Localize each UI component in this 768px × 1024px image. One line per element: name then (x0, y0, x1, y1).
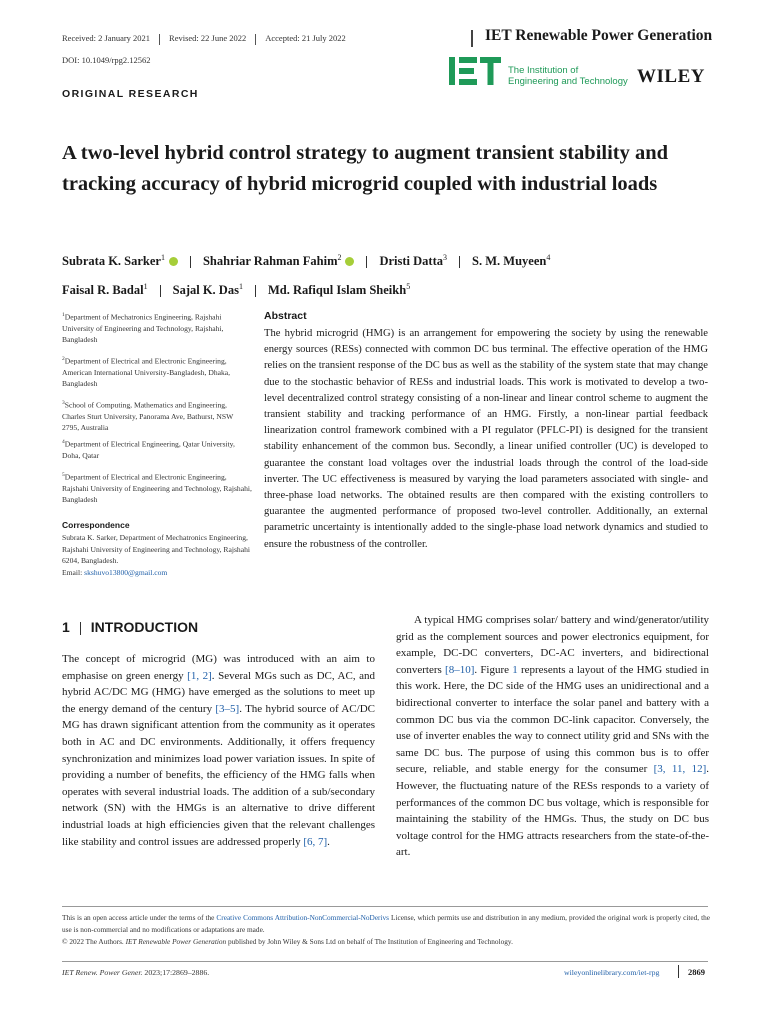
article-dates (62, 33, 346, 45)
figure-link[interactable]: 1 (512, 663, 518, 676)
affiliation-number: 3 (62, 400, 65, 406)
author-name[interactable] (268, 283, 410, 297)
body-text: . The hybrid source of AC/DC MG has drawn significant attention from the community as it operates both in AC and DC environments. Additionally, it offers frequency synchronization and minimizes load power variation issues. In spite of providing a number of benefits, the efficiency of the HMG falls when operates with several industrial loads. The addition of a sub/secondary network (SN) with the HMGs is an alternative to drive different industrial loads at high efficiencies given that the relevant challenges like stability and control issues are addressed properly (62, 702, 375, 848)
affiliation-text: School of Computing, Mathematics and Engineering, Charles Sturt University, Panorama Ave, Bathurst, NSW 2795, Australia (62, 400, 234, 432)
author-list (62, 245, 732, 303)
divider (678, 965, 679, 978)
section-title: INTRODUCTION (90, 619, 199, 635)
body-text: represents a layout of the HMG studied in this work. Here, the DC side of the HMG uses an unidirectional and a bidirectional converter to interface the solar panel and battery with a common DC bus via the common DC-link capacitor. Conversely, the use of inverter enables the way to connect utility grid and SNs with the same DC bus. The purpose of using this common bus is to offer secure, reliable, and stable energy for the consumer (396, 663, 709, 776)
abstract-heading: Abstract (264, 310, 307, 322)
affiliation-item (62, 398, 252, 433)
publisher-logo: WILEY (637, 66, 705, 87)
author-name[interactable] (203, 254, 355, 268)
affiliation-item (62, 470, 252, 505)
copyright-journal: IET Renewable Power Generation (125, 937, 227, 946)
divider (255, 34, 256, 45)
website-link[interactable]: wileyonlinelibrary.com/iet-rpg (564, 968, 660, 977)
divider (459, 256, 460, 268)
correspondence-body (62, 532, 257, 578)
orcid-icon[interactable] (345, 257, 354, 266)
author-text: Subrata K. Sarker (62, 254, 161, 269)
abstract-text: The hybrid microgrid (HMG) is an arrangement for empowering the society by using the renewable energy sources (RESs) connected with common DC bus terminal. The effective operation of the HMG relies on the transient response of the DC bus as well as the stability of the system state that may change due to the stochastic behavior of RESs and industrial loads. This work is motivated to develop a two-level decentralized control strategy consisting of a non-linear and linear control scheme to augment the transient stability and tracking performance of an HMG. Firstly, a non-linear partial feedback linearization control framework combined with a PI regulator (PFLC-PI) is designed for the transient stability enhancement of the common bus. Secondly, a linear unified controller (UC) is developed to guarantee the constant load voltages over the industrial loads through the control of the load-side inverter. The UC effectiveness is measured by varying the load parameters associated with single- and three-phase load networks. The obtained results are then compared with the existing controllers to guarantee the augmented performance of proposed two-level controller. Additionally, an external parametric uncertainty is intentionally added to the single-phase load network dynamics and studied to ensure the robustness of the controller. (264, 328, 708, 550)
citation-journal: IET Renew. Power Gener. (62, 968, 143, 977)
license-text: This is an open access article under the terms of the (62, 913, 217, 922)
divider (190, 256, 191, 268)
copyright-text: © 2022 The Authors. (62, 937, 126, 946)
accepted-date: Accepted: 21 July 2022 (265, 33, 346, 43)
affiliation-number: 5 (62, 472, 65, 478)
affiliation-text: Department of Electrical Engineering, Qatar University, Doha, Qatar (62, 439, 235, 460)
footer-divider (62, 961, 708, 962)
author-name[interactable] (173, 283, 243, 297)
citation-link[interactable]: [3–5] (215, 702, 240, 715)
footer-divider (62, 906, 708, 907)
section-heading (62, 619, 198, 635)
divider (159, 34, 160, 45)
body-text: . Several MGs such as DC, AC, and hybrid AC/DC MG (HMG) have emerged as the solutions to meet up the energy demand of the century (62, 669, 375, 715)
citation-link[interactable]: [6, 7] (303, 835, 328, 848)
divider (471, 30, 473, 47)
affiliation-number: 1 (62, 312, 65, 318)
author-text: Faisal R. Badal (62, 283, 144, 298)
divider (80, 622, 81, 635)
correspondence-text: Subrata K. Sarker, Department of Mechatronics Engineering, Rajshahi University of Engineering and Technology, Rajshahi 6204, Bangladesh. (62, 533, 251, 565)
email-label: Email: (62, 567, 85, 577)
affiliation-marker: 5 (406, 282, 411, 292)
section-number: 1 (62, 619, 70, 635)
author-text: S. M. Muyeen (472, 254, 547, 269)
license-text: License, which permits use and distribution in any medium, provided the original work is properly cited, the use is non-commercial and no modifications or adaptations are made. (62, 913, 710, 934)
affiliation-item (62, 354, 252, 389)
affiliation-item (62, 310, 252, 345)
affiliation-number: 2 (62, 356, 65, 362)
article-category: ORIGINAL RESEARCH (62, 88, 199, 100)
revised-date: Revised: 22 June 2022 (169, 33, 247, 43)
journal-name: IET Renewable Power Generation (485, 27, 713, 44)
divider (366, 256, 367, 268)
author-text: Sajal K. Das (172, 283, 239, 298)
author-text: Dristi Datta (379, 254, 444, 269)
author-name[interactable] (62, 254, 178, 268)
license-link[interactable]: Creative Commons Attribution-NonCommercial-NoDerivs (216, 913, 389, 922)
intro-right-column (396, 612, 709, 861)
citation-details: 2023;17:2869–2886. (142, 968, 210, 977)
author-name[interactable] (472, 254, 550, 268)
institution-line-2: Engineering and Technology (508, 75, 628, 87)
body-text: . Figure (474, 663, 513, 676)
institution-name (508, 66, 628, 87)
citation-link[interactable]: [1, 2] (187, 669, 212, 682)
affiliation-text: Department of Mechatronics Engineering, Rajshahi University of Engineering and Technology, Rajshahi, Bangladesh (62, 312, 224, 344)
affiliation-marker: 1 (143, 282, 148, 292)
copyright-text: published by John Wiley & Sons Ltd on behalf of The Institution of Engineering and Technology. (226, 937, 513, 946)
body-text: . However, the fluctuating nature of the RESs responds to a variety of performances of the common DC bus voltage, which is responsible for maintaining the stability of the HMGs. Thus, the study on DC bus voltage control for the HMG attracts researchers from the state-of-the-art. (396, 763, 709, 859)
license-note (62, 912, 710, 948)
email-link[interactable]: skshuvo13800@gmail.com (84, 567, 168, 577)
affiliation-marker: 4 (546, 253, 551, 262)
affiliation-item (62, 437, 252, 461)
body-text: The concept of microgrid (MG) was introduced with an aim to emphasise on green energy (62, 653, 375, 682)
citation-link[interactable]: [8–10] (445, 663, 475, 676)
affiliation-marker: 3 (443, 253, 448, 262)
affiliation-number: 4 (62, 439, 65, 445)
author-text: Md. Rafiqul Islam Sheikh (267, 283, 407, 298)
affiliation-text: Department of Electrical and Electronic Engineering, American International University-Bangladesh, Dhaka, Bangladesh (62, 356, 231, 388)
affiliation-marker: 1 (238, 282, 243, 292)
intro-left-column (62, 651, 375, 850)
affiliation-marker: 2 (337, 253, 342, 262)
body-text: A typical HMG comprises solar/ battery and wind/generator/utility grid as the complement sources and power electronics equipment, for example, DC-DC converters, DC-AC inverters, and bidirectional converters (396, 614, 709, 676)
author-name[interactable] (62, 283, 148, 297)
iet-logo-icon (449, 57, 501, 85)
correspondence-heading: Correspondence (62, 520, 130, 530)
received-date: Received: 2 January 2021 (62, 33, 151, 43)
orcid-icon[interactable] (169, 257, 178, 266)
citation (62, 968, 209, 977)
article-title: A two-level hybrid control strategy to augment transient stability and tracking accuracy of hybrid microgrid coupled with industrial loads (62, 142, 669, 195)
affiliation-marker: 1 (160, 253, 165, 262)
doi[interactable]: DOI: 10.1049/rpg2.12562 (62, 55, 151, 65)
page-number: 2869 (688, 967, 705, 977)
divider (160, 285, 161, 297)
citation-link[interactable]: [3, 11, 12] (653, 763, 707, 776)
body-text: . (327, 835, 330, 848)
affiliation-text: Department of Electrical and Electronic Engineering, Rajshahi University of Engineering and Technology, Rajshahi, Bangladesh (62, 472, 252, 504)
author-text: Shahriar Rahman Fahim (202, 254, 338, 269)
institution-line-1: The Institution of (508, 65, 579, 76)
author-name[interactable] (379, 254, 447, 268)
divider (255, 285, 256, 297)
